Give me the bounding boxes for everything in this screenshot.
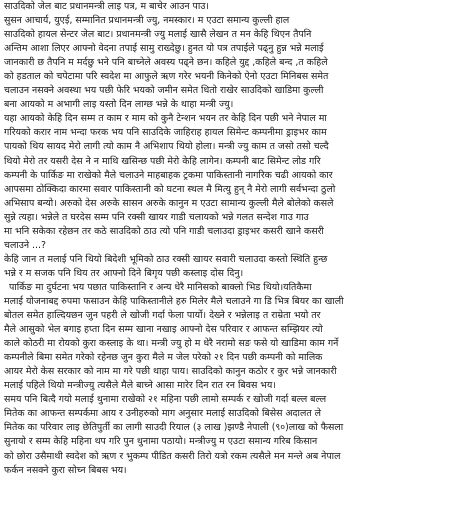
text-line: सुनायो र सम्म केहि महिना थप गरि पुन थुनामा पठायो। मन्त्रीज्यु म एउटा समान्य गरिब किसान: [4, 436, 318, 448]
text-line: थियो मेरो तर यसरी देस ने न माथि खसिन्छ पछी मेरो केहि लागेन। कम्पनी बाट सिमेन्ट लोड गरि: [4, 155, 321, 167]
text-line: समय पनि बित्दै गयो मलाई थुनामा राखेको २१ महिना पछी लामो सम्पर्क र खोजी गर्दा बल्ल बल्ल: [4, 394, 327, 406]
text-line: आपसमा ठोक्किदा कारमा सवार पाकिस्तानी को घटना स्थल मै मित्यु हुन् नै मेरो लागी सर्वभन्दा ठुलो: [4, 183, 336, 195]
text-line: काले कोठरी मा रोयको कुरा कस्लाइ के था। मन्त्री ज्यु हो म धेरै नरामो सङ फसे यो खाडिमा काम गर्ने: [4, 338, 339, 350]
text-line: पार्किङ मा दुर्घटना भय पछात पाकिस्तानि र अन्य धेरै मानिसको बाक्लो भिड थियो।यतिकैमा: [9, 281, 312, 293]
text-line: जानकारी छ तैपनि म मर्दछु भने पनि बाच्नेले अवस्य पढ्ने छन। कहिले युद्द ,कहिले बन्द ,त कहिले: [4, 57, 328, 69]
text-line: मितेक का परिवार लाइ छेतिपुर्ती का लागी साउदी रियाल (३ लाख )झण्डै नेपाली (९०)लाख को फैसला: [4, 422, 344, 434]
text-line: सुन्ने त्यहा। भन्नेले त घरदेस सम्म पनि रक्सी खायर गाडी चलायको भन्ने गलत सन्देश गाउ गाउ: [4, 211, 309, 223]
text-line: मलाई योजनाबद्द रुपमा फसाउन केहि पाकिस्तानीले हरु मिलेर मैले चलाउने गा डि भित्र बियर का खाली: [4, 295, 344, 307]
text-line: केहि जान त मलाई पनि थियो बिदेशी भूमिको ठाउ रक्सी खायर सवारी चलाउदा कस्तो स्थिति हुन्छ: [4, 253, 328, 265]
text-line: भन्ने र म सजक पनि थिय तर आफ्नो दिने बिगृय पछी कस्लाइ दोस दिनु।: [4, 267, 244, 279]
text-line: यहा आयको केहि दिन सम्म त काम र माम को कुनै टेन्शन भयन तर केहि दिन पछी भने नेपाल मा: [4, 113, 327, 125]
text-line: आयर मेरो केस सरकार को नाम मा गरे पछी थाहा पाय। साउदिको कानुन कठोर र कुर भन्ने जानकारी: [4, 366, 337, 378]
text-line: मितेक का आफन्त सम्पर्कमा आय र उनीहरुको माग अनुसार मलाई साउदिको बिसेस अदालत ले: [4, 408, 322, 420]
text-line: साउदिको हायल सेन्टर जेल बाट। प्रधानमन्त्री ज्यु मलाई खासै लेखन त मन केहि थिएन तैपनि: [4, 29, 312, 41]
text-line: गरियको करार नाम भन्दा फरक भय पनि साउदिके जाहिराह हायल सिमेन्ट कम्पनीमा ड्राइभर काम: [4, 127, 327, 139]
text-line: फर्कन नसक्ने कुरा सोच्न बिबस भय।: [4, 464, 127, 476]
text-line: मलाई पहिले थियो मन्त्रीज्यु त्यसैले मैले बाच्ने आसा मारेर दिन रात रन बिवस भय।: [4, 380, 276, 392]
text-line: सुसन आचार्य, युएई, सम्मानित प्रधानमन्त्री ज्यु, नमस्कार। म एउटा समान्य कुल्ली हाल: [4, 15, 290, 27]
text-line: को छोरा उसैमाथी स्वदेश को ऋण र भुकम्प पीडित कसरी तिरो यत्रो रकम त्यसैले मन मन्ले अब नेपाल: [4, 450, 341, 462]
text-line: मैले आसुको भेल बगाइ हप्ता दिन सम्म खाना नखाइ आफ्नो देस परिवार र आफन्त सम्झियर त्यो: [4, 324, 323, 336]
text-line: चलाउने ...?: [4, 239, 46, 251]
text-line: बना आयको म अभागी लाइ यस्तो दिन लाग्छ भन्ने के थाहा मन्त्री ज्यु।: [4, 99, 234, 111]
letter-body: [4, 0, 462, 478]
text-line: कम्पनी के पार्किङ मा राखेको मैले चलाउने माहबाहक ट्रकमा पाकिस्तानी नागरिक चढी आयको कार: [4, 169, 333, 181]
text-line: मा भनि सकेका रहेछन तर कठे साउदिको ठाउ त्यो पनि गाडी चलाउदा ड्राइभर कसरी खाने कसरी: [4, 225, 324, 237]
text-line: अन्तिम आशा लिएर आफ्नो वेदना तपाई सामु राख्देछु। हुनत यो पत्र तपाईले पढ्नु हुन्न भन्ने मलाई: [4, 43, 324, 55]
text-line: बोतल समेत हाल्दियछन जुन पहरी ले खोजी गर्दा फेला पार्यो। देख्ने र भन्नेलाइ त राम्रेता भयो तर: [4, 310, 321, 322]
letter-title-line: साउदिको जेल बाट प्रधानमन्त्री लाइ पत्र, म बाचेर आउन पाउ।: [4, 1, 209, 12]
text-line: चलाउन नसक्ने अवस्था भय पछी फेरि भयको जमीन समेत धितो राखेर साउदिको खाडिमा कुल्ली: [4, 85, 324, 97]
text-line: कम्पनीले बिमा समेत गरेको रहेनछ जुन कुरा मैले म जेल परेको २१ दिन पछी कम्पनी को मालिक: [4, 352, 323, 364]
text-line: पायको थिय सायद मेरो लागी त्यो काम नै अभिशाप थियो होला। मन्त्री ज्यु काम त जसो तसो चल्दै: [4, 141, 329, 153]
text-line: को हडताल को चपेटामा परि स्वदेश मा आफुले ऋण गरेर भयनी किनेको ऐनो एउटा मिनिबस समेत: [4, 71, 329, 83]
text-line: अभिसाप बन्यो। अरुको देस अरुके सासन अरुके कानुन म एउटा सामान्य कुल्ली मैले बोलेको कसले: [4, 197, 334, 209]
